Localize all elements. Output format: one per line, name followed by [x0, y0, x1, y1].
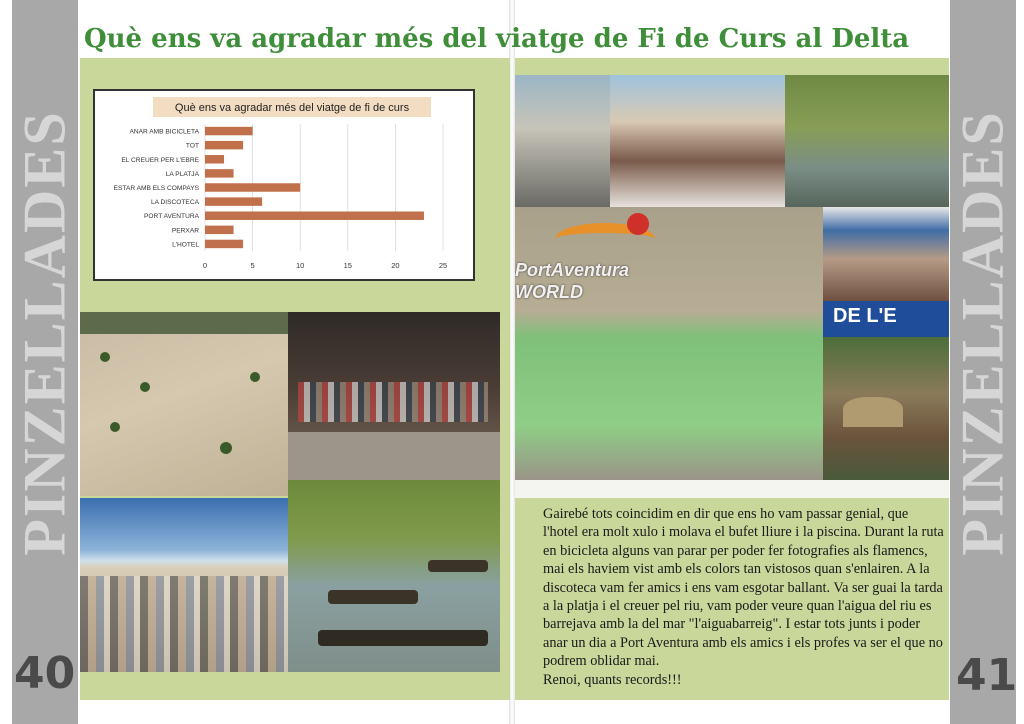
x-tick-label: 15 — [343, 261, 352, 270]
category-label: EL CREUER PER L'EBRE — [121, 156, 199, 164]
x-tick-label: 0 — [202, 261, 208, 270]
category-label: ANAR AMB BICICLETA — [129, 128, 199, 136]
chart-title: Què ens va agradar més del viatge de fi de curs — [174, 102, 410, 114]
photo-punting-boats — [785, 75, 949, 207]
chart-bar — [205, 197, 262, 205]
category-label: TOT — [185, 142, 199, 150]
photo-girls-boat-deck — [823, 207, 949, 337]
chart-bar — [205, 226, 234, 234]
photo-beach — [80, 498, 288, 672]
category-label: PERXAR — [171, 227, 199, 235]
article-closing: Renoi, quants records!!! — [543, 671, 682, 688]
photo-group-boat — [515, 75, 610, 207]
photo-portaventura-group — [515, 207, 823, 480]
photo-pirate-ship — [823, 337, 949, 480]
left-side-strip — [12, 0, 78, 724]
chart-bar — [205, 211, 424, 219]
boat-sign-text: DE L'E — [833, 305, 897, 327]
photo-girls-selfie — [610, 75, 785, 207]
portaventura-sign-text: PortAventura WORLD — [515, 260, 630, 302]
right-side-label: PINZELLADES — [949, 110, 1016, 556]
x-tick-label: 25 — [438, 261, 448, 270]
right-side-strip — [950, 0, 1016, 724]
article-body — [543, 505, 945, 689]
chart-bar — [205, 240, 243, 248]
photo-audience — [288, 312, 500, 480]
chart-bar — [205, 169, 234, 177]
chart-bar — [205, 183, 300, 191]
photo-boats-river — [288, 480, 500, 672]
x-tick-label: 5 — [250, 261, 255, 270]
right-panel-white-strip — [515, 480, 949, 498]
chart-bar — [205, 155, 224, 163]
chart-frame — [93, 89, 475, 281]
category-label: LA DISCOTECA — [150, 199, 199, 207]
category-label: LA PLATJA — [165, 170, 199, 178]
category-label: L'HOTEL — [172, 241, 199, 249]
right-page-number: 41 — [956, 650, 1018, 701]
left-side-label: PINZELLADES — [11, 110, 78, 556]
bar-chart — [95, 91, 473, 279]
left-page-number: 40 — [14, 648, 76, 699]
chart-bar — [205, 127, 253, 135]
article-paragraph: Gairebé tots coincidim en dir que ens ho vam passar genial, que l'hotel era molt xulo i molava el bufet lliure i la piscina. Durant la ruta en bicicleta alguns van parar per poder fer fotografies als flamencs, mai els haviem vist amb els colors tan vistosos quan s'enlairen. A la discoteca vam fer amics i ens vam esgotar ballant. Va ser guai la tarda a la platja i el creuer pel riu, vam poder veure quan l'aigua del riu es barrejava amb la del mar "l'aiguabarreig". I estar tots junts i poder anar un dia a Port Aventura amb els amics i els profes va ser el que no podrem oblidar mai. — [543, 506, 944, 670]
x-tick-label: 20 — [391, 261, 400, 270]
chart-bar — [205, 141, 243, 149]
spread-title: Què ens va agradar més del viatge de Fi de Curs al Delta — [84, 24, 910, 54]
category-label: PORT AVENTURA — [144, 213, 199, 221]
category-label: ESTAR AMB ELS COMPAYS — [113, 185, 199, 192]
photo-cyclists — [80, 312, 288, 496]
x-tick-label: 10 — [296, 261, 305, 270]
